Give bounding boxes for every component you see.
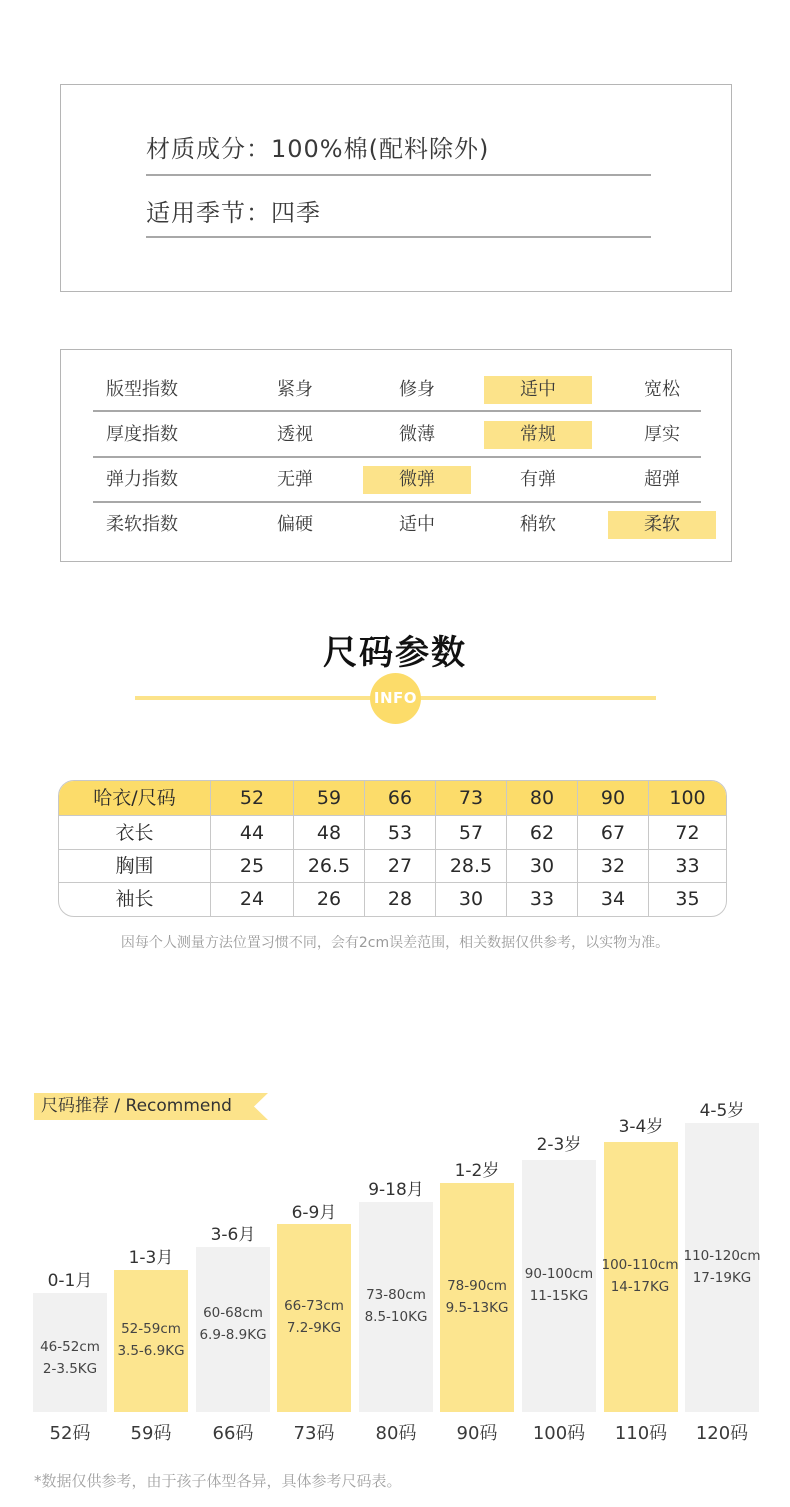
table-cell: 26 <box>294 882 365 916</box>
index-label: 厚度指数 <box>106 424 178 445</box>
material-box <box>60 84 732 292</box>
index-row-thickness <box>93 412 701 457</box>
index-option: 厚实 <box>644 424 680 445</box>
bar-age-label: 9-18月 <box>368 1180 424 1200</box>
table-cell: 33 <box>507 882 578 916</box>
index-row-elasticity <box>93 457 701 502</box>
bar-size-label: 66码 <box>212 1423 254 1444</box>
divider <box>146 236 651 238</box>
table-cell: 28 <box>365 882 436 916</box>
index-label: 柔软指数 <box>106 514 178 535</box>
index-option: 偏硬 <box>277 514 313 535</box>
bar-size-label: 59码 <box>130 1423 172 1444</box>
material-composition: 材质成分：100%棉(配料除外) <box>146 135 490 163</box>
table-cell: 25 <box>211 849 294 883</box>
table-header-cell: 52 <box>211 781 294 815</box>
bar-info: 60-68cm 6.9-8.9KG <box>199 1305 267 1343</box>
info-badge: INFO <box>370 673 421 724</box>
table-cell: 30 <box>507 849 578 883</box>
bar-age-label: 6-9月 <box>291 1203 337 1223</box>
table-row <box>59 849 726 883</box>
index-option: 无弹 <box>277 469 313 490</box>
index-option: 有弹 <box>520 469 556 490</box>
bar-size-label: 52码 <box>49 1423 91 1444</box>
table-cell: 33 <box>675 855 700 877</box>
section-title: 尺码参数 <box>323 633 467 673</box>
table-row <box>59 816 726 850</box>
table-cell: 62 <box>507 816 578 850</box>
table-cell: 67 <box>578 816 649 850</box>
bar-age-label: 1-3月 <box>128 1248 174 1268</box>
size-table <box>58 780 727 917</box>
recommend-tag-label: 尺码推荐 / Recommend <box>41 1096 232 1116</box>
table-disclaimer: 因每个人测量方法位置习惯不同，会有2cm误差范围，相关数据仅供参考，以实物为准。 <box>120 935 670 951</box>
index-option-selected: 微弹 <box>363 457 471 502</box>
table-header-cell: 66 <box>365 781 436 815</box>
bar-size-label: 120码 <box>695 1423 749 1444</box>
bar-info: 73-80cm 8.5-10KG <box>364 1287 428 1325</box>
bar-info: 66-73cm 7.2-9KG <box>284 1298 344 1336</box>
bar-age-label: 1-2岁 <box>454 1161 500 1181</box>
divider <box>146 174 651 176</box>
table-cell: 28.5 <box>436 849 507 883</box>
bar-age-label: 3-6月 <box>210 1225 256 1245</box>
bar-info: 52-59cm 3.5-6.9KG <box>117 1321 185 1359</box>
index-option: 宽松 <box>644 379 680 400</box>
material-season: 适用季节：四季 <box>146 199 321 227</box>
table-header-cell: 73 <box>436 781 507 815</box>
index-option-selected: 常规 <box>484 412 592 457</box>
index-option-selected: 柔软 <box>608 502 716 547</box>
bar-age-label: 3-4岁 <box>618 1117 664 1137</box>
bar-info: 78-90cm 9.5-13KG <box>445 1278 509 1316</box>
bar-size-label: 80码 <box>375 1423 417 1444</box>
index-option: 适中 <box>399 514 435 535</box>
fabric-index-box <box>60 349 732 562</box>
recommend-disclaimer: *数据仅供参考，由于孩子体型各异，具体参考尺码表。 <box>34 1472 402 1490</box>
index-option-selected: 适中 <box>484 367 592 412</box>
table-cell: 26.5 <box>294 849 365 883</box>
bar-size-label: 100码 <box>532 1423 586 1444</box>
index-label: 版型指数 <box>106 379 178 400</box>
bar-size-label: 110码 <box>614 1423 668 1444</box>
bar-info: 110-120cm 17-19KG <box>683 1248 761 1286</box>
table-cell: 胸围 <box>59 849 211 883</box>
index-option: 稍软 <box>520 514 556 535</box>
index-option: 修身 <box>399 379 435 400</box>
index-option: 超弹 <box>644 469 680 490</box>
index-row-fit <box>93 367 701 412</box>
table-cell: 48 <box>294 816 365 850</box>
table-cell: 衣长 <box>59 816 211 850</box>
table-cell: 72 <box>675 822 700 844</box>
bar-age-label: 2-3岁 <box>536 1135 582 1155</box>
table-row <box>59 882 726 916</box>
table-cell: 35 <box>675 888 700 910</box>
table-cell: 57 <box>436 816 507 850</box>
index-option: 透视 <box>277 424 313 445</box>
bar-age-label: 4-5岁 <box>699 1101 745 1121</box>
table-header-cell: 80 <box>507 781 578 815</box>
table-cell: 27 <box>365 849 436 883</box>
bar-age-label: 0-1月 <box>47 1271 93 1291</box>
table-cell: 53 <box>365 816 436 850</box>
index-option: 紧身 <box>277 379 313 400</box>
table-cell: 34 <box>578 882 649 916</box>
table-header-cell: 90 <box>578 781 649 815</box>
table-cell: 30 <box>436 882 507 916</box>
index-row-softness <box>93 502 701 547</box>
index-option: 微薄 <box>399 424 435 445</box>
table-cell: 44 <box>211 816 294 850</box>
table-header-cell: 59 <box>294 781 365 815</box>
bar-info: 90-100cm 11-15KG <box>524 1266 594 1304</box>
table-cell: 24 <box>211 882 294 916</box>
table-cell: 袖长 <box>59 882 211 916</box>
bar-size-label: 90码 <box>456 1423 498 1444</box>
table-header-row <box>59 781 726 815</box>
bar-info: 100-110cm 14-17KG <box>601 1257 679 1295</box>
index-label: 弹力指数 <box>106 469 178 490</box>
table-header-cell: 100 <box>669 787 706 809</box>
bar-info: 46-52cm 2-3.5KG <box>40 1339 100 1377</box>
bar-size-label: 73码 <box>293 1423 335 1444</box>
table-header-cell: 哈衣/尺码 <box>59 781 211 815</box>
table-cell: 32 <box>578 849 649 883</box>
